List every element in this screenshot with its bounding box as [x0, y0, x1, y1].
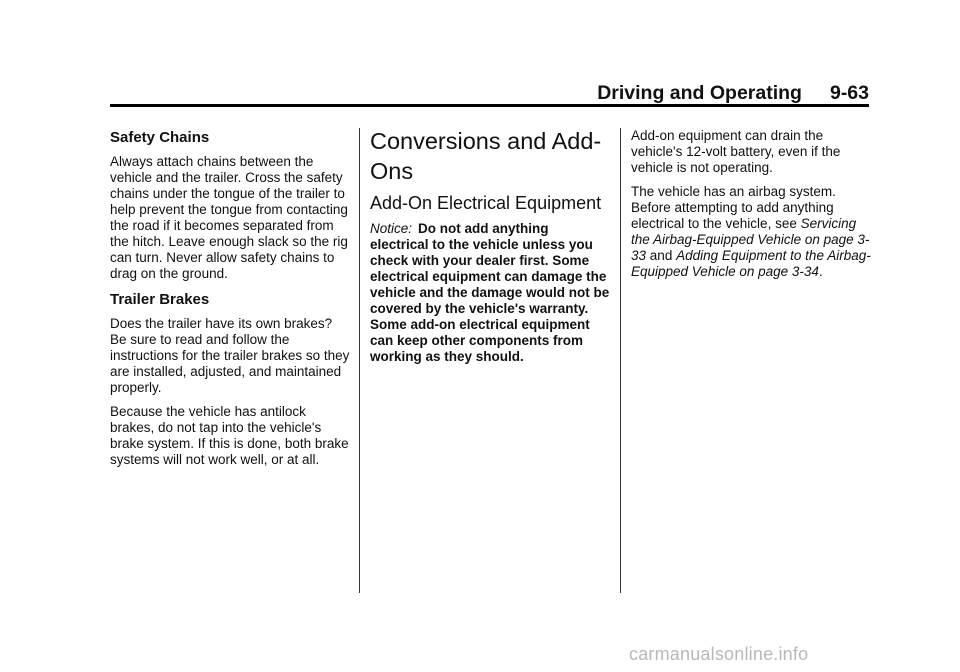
airbag-paragraph [631, 184, 871, 280]
airbag-text: The vehicle has an airbag system. Before attempting to add anything electrical to the vehicle, see [631, 184, 836, 231]
column-3 [631, 128, 871, 288]
battery-paragraph: Add-on equipment can drain the vehicle's 12-volt battery, even if the vehicle is not operating. [631, 128, 841, 175]
page-number: 9-63 [829, 82, 869, 104]
heading-add-on-electrical: Add-On Electrical Equipment [370, 193, 602, 213]
notice-label: Notice: [370, 221, 413, 236]
heading-safety-chains: Safety Chains [110, 129, 210, 146]
column-2 [370, 128, 610, 373]
period: . [818, 264, 823, 279]
and-word: and [649, 248, 673, 263]
section-heading-conversions: Conversions and Add-Ons [370, 128, 602, 184]
trailer-brakes-paragraph-1: Does the trailer have its own brakes? Be sure to read and follow the instructions for the trailer brakes so they are installed, adjusted, and maintained properly. [110, 316, 350, 395]
column-divider-2 [620, 128, 621, 593]
column-1 [110, 128, 350, 476]
column-divider-1 [359, 128, 360, 593]
watermark: carmanualsonline.info [629, 644, 809, 664]
notice-paragraph [370, 221, 610, 365]
section-title: Driving and Operating [597, 82, 802, 104]
header-rule [110, 104, 869, 107]
heading-trailer-brakes: Trailer Brakes [110, 291, 210, 308]
trailer-brakes-paragraph-2: Because the vehicle has antilock brakes, do not tap into the vehicle's brake system. If this is done, both brake systems will not work well, or at all. [110, 404, 349, 467]
notice-text: Do not add anything electrical to the vehicle unless you check with your dealer first. Some electrical equipment can damage the vehicle and the damage would not be covered by the vehicle's warranty. Some add-on electrical equipment can keep other components from working as they should. [370, 221, 610, 364]
safety-chains-paragraph: Always attach chains between the vehicle and the trailer. Cross the safety chains under the tongue of the trailer to help prevent the tongue from contacting the road if it becomes separated from the hitch. Leave enough slack so the rig can turn. Never allow safety chains to drag on the ground. [110, 154, 348, 281]
xref-servicing-airbag[interactable]: Servicing the Airbag-Equipped Vehicle on page 3-33 [631, 216, 870, 263]
xref-adding-equipment[interactable]: Adding Equipment to the Airbag-Equipped Vehicle on page 3-34 [631, 248, 871, 279]
page-header [560, 81, 869, 105]
